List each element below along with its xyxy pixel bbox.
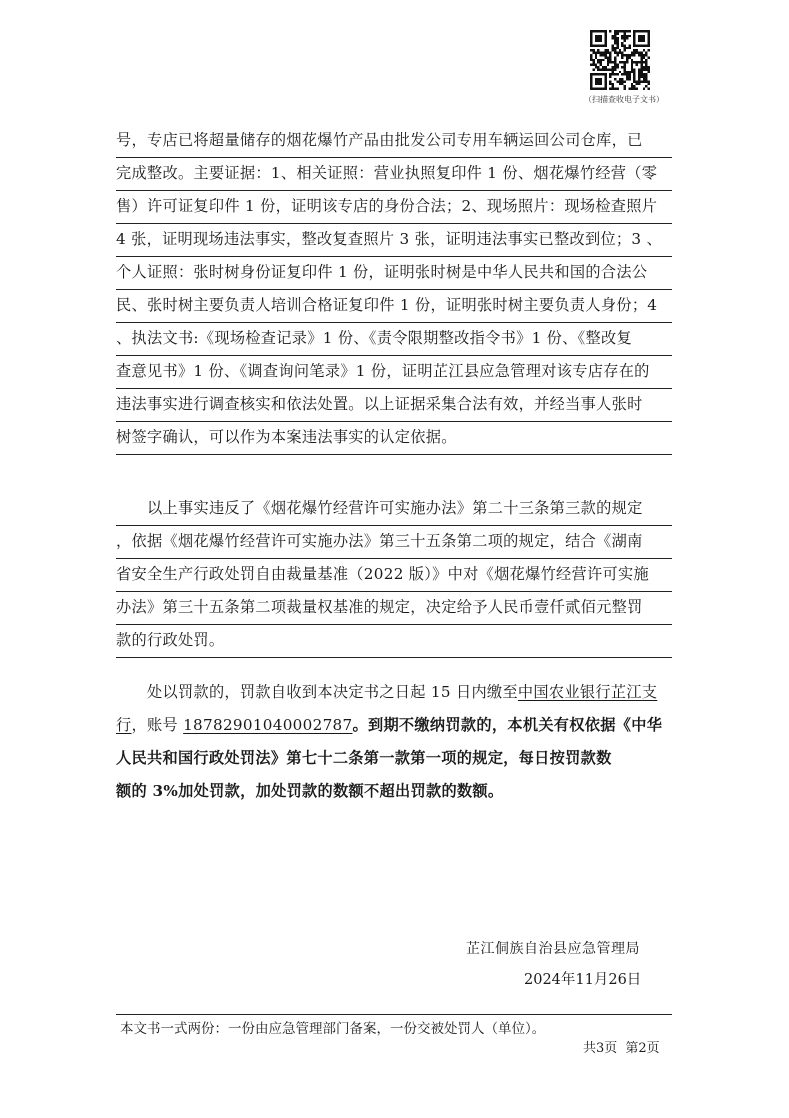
issuing-authority: 芷江侗族自治县应急管理局: [466, 941, 640, 957]
page-number: 共3页 第2页: [583, 1041, 660, 1056]
qr-code-icon: [590, 30, 650, 90]
paragraph-line: 完成整改。主要证据：1、相关证照：营业执照复印件 1 份、烟花爆竹经营（零: [116, 157, 672, 191]
paragraph-line: 树签字确认，可以作为本案违法事实的认定依据。: [116, 421, 672, 455]
paragraph-line: 处以罚款的，罚款自收到本决定书之日起 15 日内缴至中国农业银行芷江支: [147, 683, 658, 701]
paragraph-line: 违法事实进行调查核实和依法处置。以上证据采集合法有效，并经当事人张时: [116, 388, 672, 422]
paragraph-line: 行，账号 18782901040002787。到期不缴纳罚款的，本机关有权依据《中华: [116, 716, 663, 734]
account-number: 18782901040002787: [183, 716, 353, 734]
paragraph-line: 额的 3%加处罚款，加处罚款的数额不超出罚款的数额。: [116, 782, 504, 800]
paragraph-line: 查意见书》1 份、《调查询问笔录》1 份，证明芷江县应急管理对该专店存在的: [116, 355, 672, 389]
paragraph-line: ，依据《烟花爆竹经营许可实施办法》第三十五条第二项的规定，结合《湖南: [116, 525, 672, 559]
paragraph-line: 、执法文书:《现场检查记录》1 份、《责令限期整改指令书》1 份、《整改复: [116, 322, 672, 356]
paragraph-line: 个人证照：张时树身份证复印件 1 份，证明张时树是中华人民共和国的合法公: [116, 256, 672, 290]
paragraph-line: 款的行政处罚。: [116, 624, 672, 658]
paragraph-line: 号，专店已将超量储存的烟花爆竹产品由批发公司专用车辆运回公司仓库，已: [116, 124, 672, 158]
paragraph-line: 以上事实违反了《烟花爆竹经营许可实施办法》第二十三条第三款的规定: [116, 492, 672, 526]
footer-divider: [116, 1014, 672, 1015]
paragraph-line: 4 张，证明现场违法事实，整改复查照片 3 张，证明违法事实已整改到位；3 、: [116, 223, 672, 257]
footer-note: 本文书一式两份：一份由应急管理部门备案，一份交被处罚人（单位）。: [120, 1021, 546, 1037]
qr-caption: （扫描查收电子文书）: [584, 95, 664, 104]
paragraph-line: 民、张时树主要负责人培训合格证复印件 1 份，证明张时树主要负责人身份；4: [116, 289, 672, 323]
bank-name-cont: 行: [116, 716, 132, 734]
paragraph-line: 人民共和国行政处罚法》第七十二条第一款第一项的规定，每日按罚款数: [116, 749, 612, 767]
paragraph-line: 办法》第三十五条第二项裁量权基准的规定，决定给予人民币壹仟贰佰元整罚: [116, 591, 672, 625]
paragraph-line: 售）许可证复印件 1 份，证明该专店的身份合法；2、现场照片：现场检查照片: [116, 190, 672, 224]
issue-date: 2024年11月26日: [524, 972, 642, 988]
paragraph-line: 省安全生产行政处罚自由裁量基准（2022 版）》中对《烟花爆竹经营许可实施: [116, 558, 672, 592]
qr-code[interactable]: [590, 30, 650, 90]
bank-name: 中国农业银行芷江支: [517, 683, 658, 701]
